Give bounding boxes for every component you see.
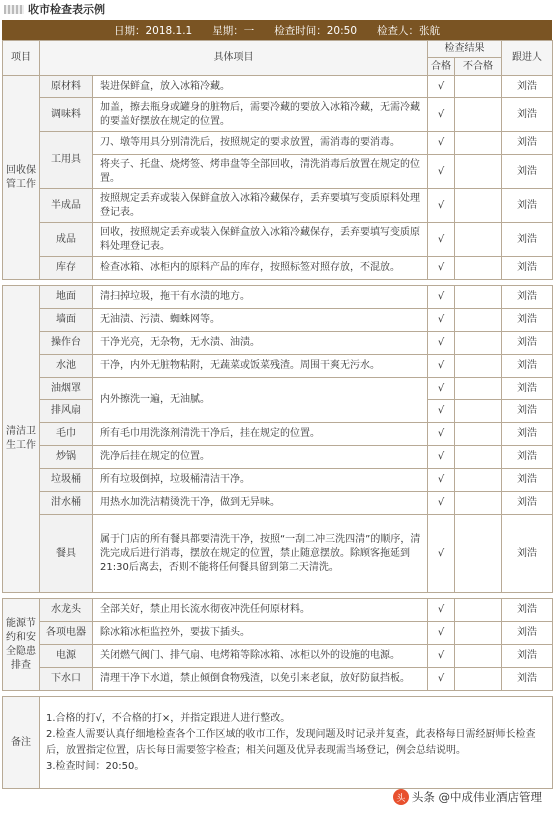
- note-line-2: 2.检查人需要认真仔细地检查各个工作区域的收市工作，发现问题及时记录并复查，此表格每日需经厨师长检查后，放置指定位置，店长每日需要签字检查；相关问题及优异表现需当场登记，例会总结说明。: [46, 728, 536, 756]
- table-row: [3, 132, 553, 155]
- table-row: [3, 309, 553, 332]
- follower-name: 刘浩: [502, 645, 553, 668]
- fail-cell: [455, 132, 502, 155]
- fail-cell: [455, 355, 502, 378]
- fail-cell: [455, 645, 502, 668]
- item-name: 库存: [40, 257, 93, 280]
- item-name: 操作台: [40, 332, 93, 355]
- follower-name: 刘浩: [502, 492, 553, 515]
- table-row: [3, 668, 553, 691]
- item-description: 将夹子、托盘、烧烤签、烤串盘等全部回收，清洗消毒后放置在规定的位置。: [93, 155, 428, 189]
- fail-cell: [455, 446, 502, 469]
- toutiao-logo-icon: 头: [393, 789, 409, 805]
- item-description: 按照规定丢弃或装入保鲜盒放入冰箱冷藏保存，丢弃要填写变质原料处理登记表。: [93, 189, 428, 223]
- follower-name: 刘浩: [502, 155, 553, 189]
- fail-cell: [455, 400, 502, 423]
- item-name: 油烟罩: [40, 378, 93, 400]
- pass-check-mark: √: [428, 286, 455, 309]
- inspection-table: [2, 40, 553, 789]
- item-description: 无油渍、污渍、蜘蛛网等。: [93, 309, 428, 332]
- pass-check-mark: √: [428, 400, 455, 423]
- follower-name: 刘浩: [502, 132, 553, 155]
- table-row: [3, 492, 553, 515]
- fail-cell: [455, 599, 502, 622]
- item-description: 所有毛巾用洗涤剂清洗干净后，挂在规定的位置。: [93, 423, 428, 446]
- item-name: 排风扇: [40, 400, 93, 423]
- fail-cell: [455, 469, 502, 492]
- pass-check-mark: √: [428, 515, 455, 593]
- item-name: 墙面: [40, 309, 93, 332]
- section-energy: [3, 599, 553, 691]
- col-header-follower: 跟进人: [502, 41, 553, 76]
- follower-name: 刘浩: [502, 76, 553, 98]
- date-label: 日期：2018.1.1: [113, 24, 193, 37]
- follower-name: 刘浩: [502, 446, 553, 469]
- pass-check-mark: √: [428, 155, 455, 189]
- item-description: 清扫掉垃圾，拖干有水渍的地方。: [93, 286, 428, 309]
- document-title: 收市检查表示例: [28, 3, 105, 16]
- pass-check-mark: √: [428, 645, 455, 668]
- notes-label: 备注: [3, 697, 40, 789]
- fail-cell: [455, 668, 502, 691]
- note-line-3: 3.检查时间：20:50。: [46, 760, 145, 772]
- pass-check-mark: √: [428, 492, 455, 515]
- fail-cell: [455, 332, 502, 355]
- follower-name: 刘浩: [502, 599, 553, 622]
- table-row: [3, 378, 553, 400]
- pass-check-mark: √: [428, 257, 455, 280]
- pass-check-mark: √: [428, 309, 455, 332]
- col-header-project: 项目: [3, 41, 40, 76]
- item-name: 工用具: [40, 132, 93, 189]
- table-row: [3, 515, 553, 593]
- fail-cell: [455, 257, 502, 280]
- table-row: [3, 355, 553, 378]
- fail-cell: [455, 76, 502, 98]
- table-row: [3, 446, 553, 469]
- item-description: 加盖，擦去瓶身或罐身的脏物后，需要冷藏的要放入冰箱冷藏，无需冷藏的要盖好摆放在规定的位置。: [93, 98, 428, 132]
- item-name: 地面: [40, 286, 93, 309]
- follower-name: 刘浩: [502, 286, 553, 309]
- pass-check-mark: √: [428, 469, 455, 492]
- table-row: [3, 286, 553, 309]
- pass-check-mark: √: [428, 599, 455, 622]
- fail-cell: [455, 378, 502, 400]
- col-header-pass: 合格: [428, 58, 455, 76]
- table-row: [3, 98, 553, 132]
- pass-check-mark: √: [428, 446, 455, 469]
- watermark-text: 头条 @中成伟业酒店管理: [411, 790, 542, 804]
- follower-name: 刘浩: [502, 668, 553, 691]
- pass-check-mark: √: [428, 76, 455, 98]
- follower-name: 刘浩: [502, 309, 553, 332]
- follower-name: 刘浩: [502, 378, 553, 400]
- inspector-label: 检查人：张航: [377, 24, 441, 37]
- item-description: 刀、墩等用具分别清洗后，按照规定的要求放置，需消毒的要消毒。: [93, 132, 428, 155]
- pass-check-mark: √: [428, 98, 455, 132]
- item-description: 属于门店的所有餐具都要清洗干净，按照“一刮二冲三洗四清”的顺序，清洗完成后进行消毒，摆放在规定的位置，禁止随意摆放。除顾客拖延到21:30后离去，否则不能将任何餐具留到第二天清洗。: [93, 515, 428, 593]
- col-header-item: 具体项目: [40, 41, 428, 76]
- section-label-recycle: 回收保管工作: [3, 76, 40, 280]
- fail-cell: [455, 189, 502, 223]
- follower-name: 刘浩: [502, 469, 553, 492]
- item-name: 半成品: [40, 189, 93, 223]
- table-row: [3, 599, 553, 622]
- follower-name: 刘浩: [502, 223, 553, 257]
- fail-cell: [455, 423, 502, 446]
- pass-check-mark: √: [428, 223, 455, 257]
- follower-name: 刘浩: [502, 423, 553, 446]
- pass-check-mark: √: [428, 622, 455, 645]
- follower-name: 刘浩: [502, 355, 553, 378]
- item-description: 检查冰箱、冰柜内的原料产品的库存，按照标签对照存放，不混放。: [93, 257, 428, 280]
- item-description: 除冰箱冰柜监控外，要拔下插头。: [93, 622, 428, 645]
- item-name: 电源: [40, 645, 93, 668]
- follower-name: 刘浩: [502, 515, 553, 593]
- item-description: 洗净后挂在规定的位置。: [93, 446, 428, 469]
- item-description: 装进保鲜盒，放入冰箱冷藏。: [93, 76, 428, 98]
- fail-cell: [455, 155, 502, 189]
- table-row: [3, 189, 553, 223]
- fail-cell: [455, 622, 502, 645]
- watermark: [393, 789, 542, 805]
- item-description: 全部关好，禁止用长流水彻夜冲洗任何原材料。: [93, 599, 428, 622]
- notes-content: [40, 697, 553, 789]
- item-name: 调味料: [40, 98, 93, 132]
- follower-name: 刘浩: [502, 622, 553, 645]
- item-description: 回收，按照规定丢弃或装入保鲜盒放入冰箱冷藏保存，丢弃要填写变质原料处理登记表。: [93, 223, 428, 257]
- fail-cell: [455, 98, 502, 132]
- item-name: 餐具: [40, 515, 93, 593]
- pass-check-mark: √: [428, 378, 455, 400]
- table-row: [3, 223, 553, 257]
- item-description: 所有垃圾倒掉，垃圾桶清洁干净。: [93, 469, 428, 492]
- section-clean: [3, 286, 553, 593]
- info-header: [2, 20, 552, 40]
- table-row: [3, 257, 553, 280]
- col-header-result: 检查结果: [428, 41, 502, 58]
- section-label-clean: 清洁卫生工作: [3, 286, 40, 593]
- follower-name: 刘浩: [502, 400, 553, 423]
- fail-cell: [455, 286, 502, 309]
- item-description: 干净光亮，无杂物，无水渍、油渍。: [93, 332, 428, 355]
- pass-check-mark: √: [428, 355, 455, 378]
- fail-cell: [455, 309, 502, 332]
- pass-check-mark: √: [428, 423, 455, 446]
- item-name: 毛巾: [40, 423, 93, 446]
- section-label-energy: 能源节约和安全隐患排查: [3, 599, 40, 691]
- item-name: 垃圾桶: [40, 469, 93, 492]
- table-row: [3, 423, 553, 446]
- item-description: 关闭燃气阀门、排气扇、电烤箱等除冰箱、冰柜以外的设施的电源。: [93, 645, 428, 668]
- follower-name: 刘浩: [502, 257, 553, 280]
- pass-check-mark: √: [428, 189, 455, 223]
- fail-cell: [455, 492, 502, 515]
- weekday-label: 星期：一: [212, 24, 255, 37]
- table-row: [3, 622, 553, 645]
- col-header-fail: 不合格: [455, 58, 502, 76]
- follower-name: 刘浩: [502, 98, 553, 132]
- note-line-1: 1.合格的打√，不合格的打×，并指定跟进人进行整改。: [46, 712, 291, 724]
- pass-check-mark: √: [428, 668, 455, 691]
- item-description: 清理干净下水道，禁止倾倒食物残渣，以免引来老鼠，放好防鼠挡板。: [93, 668, 428, 691]
- redacted-logo-icon: [4, 5, 24, 14]
- pass-check-mark: √: [428, 332, 455, 355]
- table-row: [3, 469, 553, 492]
- follower-name: 刘浩: [502, 332, 553, 355]
- item-name: 各项电器: [40, 622, 93, 645]
- table-row: [3, 332, 553, 355]
- section-recycle: [3, 76, 553, 280]
- item-description: 干净，内外无脏物粘附，无蔬菜或饭菜残渣。周围干爽无污水。: [93, 355, 428, 378]
- table-row: [3, 645, 553, 668]
- item-name: 水池: [40, 355, 93, 378]
- item-name: 水龙头: [40, 599, 93, 622]
- pass-check-mark: √: [428, 132, 455, 155]
- item-description: 内外擦洗一遍，无油腻。: [93, 378, 428, 423]
- check-time-label: 检查时间：20:50: [274, 24, 358, 37]
- item-description: 用热水加洗洁精烫洗干净，做到无异味。: [93, 492, 428, 515]
- table-row: [3, 76, 553, 98]
- item-name: 下水口: [40, 668, 93, 691]
- item-name: 原材料: [40, 76, 93, 98]
- item-name: 泔水桶: [40, 492, 93, 515]
- follower-name: 刘浩: [502, 189, 553, 223]
- fail-cell: [455, 515, 502, 593]
- fail-cell: [455, 223, 502, 257]
- document-title-bar: [0, 0, 554, 18]
- item-name: 炒锅: [40, 446, 93, 469]
- item-name: 成品: [40, 223, 93, 257]
